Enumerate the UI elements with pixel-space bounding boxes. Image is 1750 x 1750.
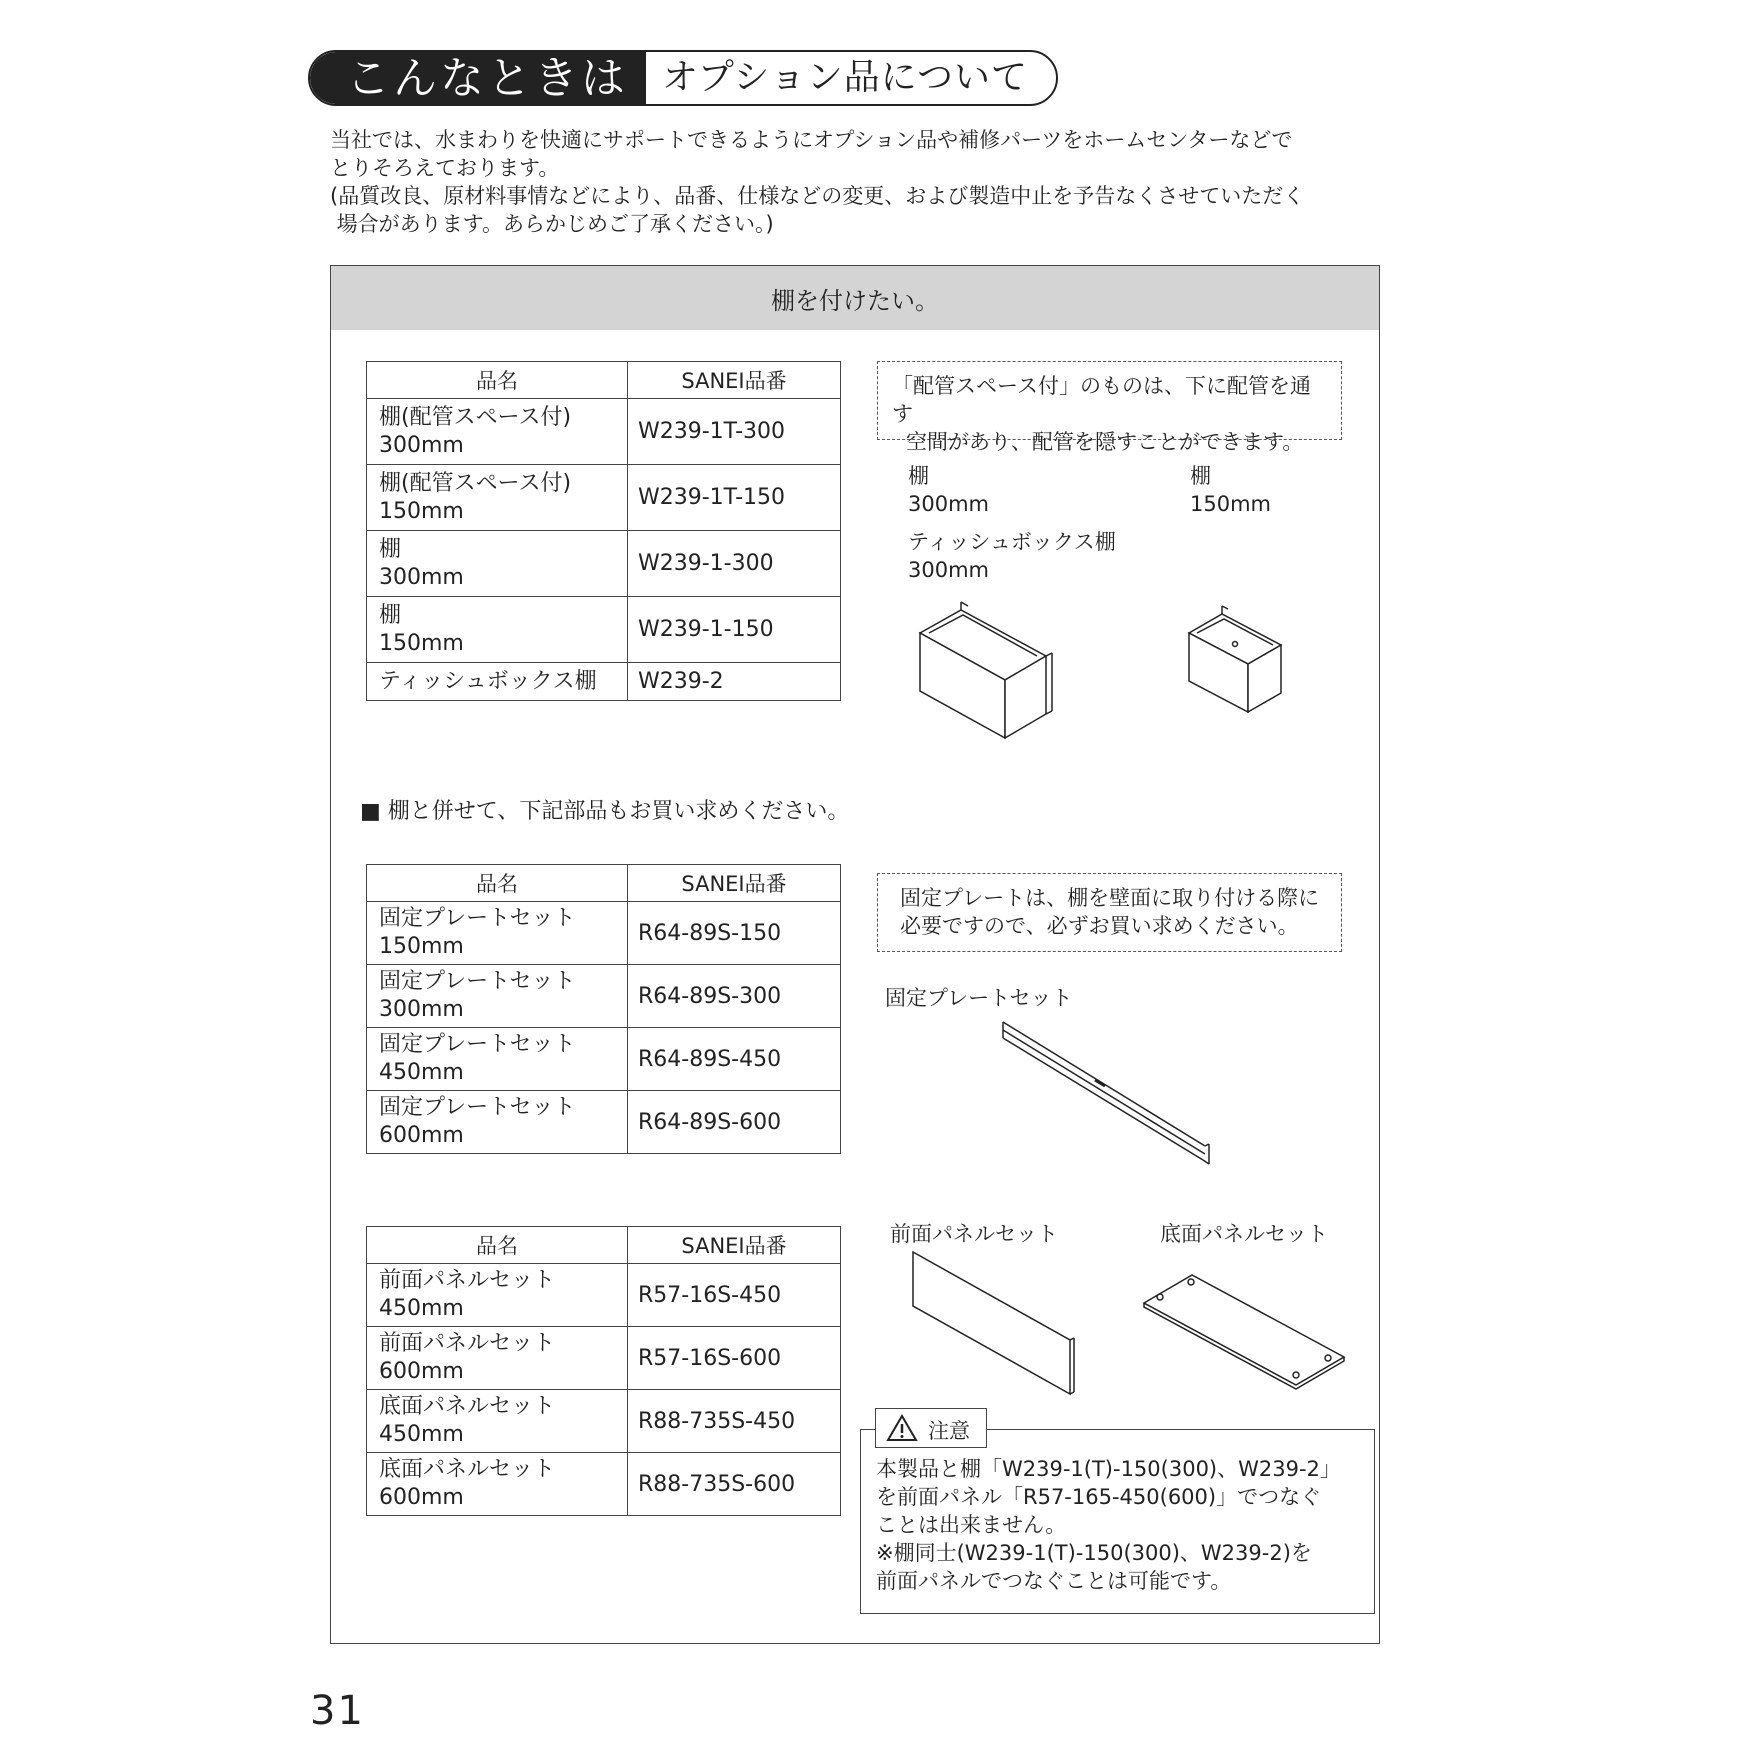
table-row <box>367 902 841 965</box>
label-line: 300mm <box>908 558 989 582</box>
plate-table <box>366 864 841 1154</box>
shelf-300-label <box>908 462 989 518</box>
page-title-banner <box>308 50 1058 106</box>
intro-line-3: (品質改良、原材料事情などにより、品番、仕様などの変更、および製造中止を予告なくさせていただく <box>330 184 1305 208</box>
section-heading: 棚を付けたい。 <box>771 287 939 315</box>
item-name-line: 棚 <box>379 602 402 628</box>
item-code: W239-2 <box>628 663 841 701</box>
item-name-line: 固定プレートセット <box>379 1032 576 1057</box>
item-name-line: 前面パネルセット <box>379 1268 556 1293</box>
item-name <box>367 1390 628 1453</box>
sub-heading-also-buy: ■ 棚と併せて、下記部品もお買い求めください。 <box>360 799 850 824</box>
tissue-shelf-label <box>908 528 1116 584</box>
item-size: 600mm <box>379 1123 464 1148</box>
table-row <box>367 531 841 597</box>
item-size: 450mm <box>379 1422 464 1447</box>
caution-text <box>876 1455 1341 1595</box>
item-size: 300mm <box>379 432 464 458</box>
item-name-line: 棚(配管スペース付) <box>379 404 572 430</box>
caution-line: ことは出来ません。 <box>876 1513 1067 1537</box>
item-name-line: 固定プレートセット <box>379 906 576 931</box>
table-row <box>367 597 841 663</box>
item-code: R88-735S-600 <box>628 1453 841 1516</box>
caution-line: 前面パネルでつなぐことは可能です。 <box>876 1569 1232 1593</box>
front-panel-label: 前面パネルセット <box>890 1222 1058 1246</box>
item-size: 600mm <box>379 1359 464 1384</box>
piping-space-note <box>877 361 1342 454</box>
panel-table <box>366 1226 841 1516</box>
note-line: 必要ですので、必ずお買い求めください。 <box>900 914 1299 938</box>
table-header-row <box>367 1227 841 1264</box>
item-size: 450mm <box>379 1296 464 1321</box>
bottom-panel-illustration <box>1140 1265 1350 1395</box>
intro-line-1: 当社では、水まわりを快適にサポートできるようにオプション品や補修パーツをホームセンターなどで <box>330 128 1293 152</box>
warning-triangle-icon <box>886 1414 918 1442</box>
shelf-150-illustration <box>1185 600 1290 716</box>
item-code: R64-89S-150 <box>628 902 841 965</box>
item-size: 150mm <box>379 934 464 959</box>
item-size: 150mm <box>379 630 464 656</box>
item-name-line: 底面パネルセット <box>379 1457 556 1482</box>
table-row <box>367 1091 841 1154</box>
item-name <box>367 902 628 965</box>
item-name <box>367 1264 628 1327</box>
table-row <box>367 663 841 701</box>
column-header-name: 品名 <box>367 1227 628 1264</box>
note-line: 固定プレートは、棚を壁面に取り付ける際に <box>900 886 1320 910</box>
item-name <box>367 597 628 663</box>
label-line: 棚 <box>908 464 929 488</box>
front-panel-illustration <box>905 1248 1080 1398</box>
item-size: 450mm <box>379 1060 464 1085</box>
item-name-line: 底面パネルセット <box>379 1394 556 1419</box>
column-header-code: SANEI品番 <box>628 1227 841 1264</box>
item-code: R64-89S-600 <box>628 1091 841 1154</box>
table-row <box>367 1028 841 1091</box>
item-name: ティッシュボックス棚 <box>367 663 628 701</box>
item-name <box>367 1028 628 1091</box>
column-header-code: SANEI品番 <box>628 362 841 399</box>
table-row <box>367 1327 841 1390</box>
item-code: W239-1T-300 <box>628 399 841 465</box>
item-code: W239-1T-150 <box>628 465 841 531</box>
page-number: 31 <box>310 1688 365 1734</box>
item-name <box>367 531 628 597</box>
item-name <box>367 965 628 1028</box>
intro-line-4: 場合があります。あらかじめご了承ください。) <box>330 212 774 236</box>
item-name <box>367 1327 628 1390</box>
caution-line: ※棚同士(W239-1(T)-150(300)、W239-2)を <box>876 1541 1312 1565</box>
caution-tab <box>875 1408 987 1448</box>
note-line: 「配管スペース付」のものは、下に配管を通す <box>892 374 1311 426</box>
item-name <box>367 1091 628 1154</box>
fixing-plate-label: 固定プレートセット <box>885 986 1073 1010</box>
bottom-panel-label: 底面パネルセット <box>1160 1222 1328 1246</box>
table-row <box>367 1453 841 1516</box>
table-row <box>367 1264 841 1327</box>
page-title-sub: オプション品について <box>662 57 1029 98</box>
item-name <box>367 1453 628 1516</box>
item-code: R57-16S-450 <box>628 1264 841 1327</box>
item-name-line: 固定プレートセット <box>379 969 576 994</box>
caution-title: 注意 <box>928 1419 970 1443</box>
item-code: R64-89S-450 <box>628 1028 841 1091</box>
item-size: 300mm <box>379 564 464 590</box>
page-title-main: こんなときは <box>346 53 628 104</box>
column-header-name: 品名 <box>367 865 628 902</box>
fixing-plate-note <box>877 873 1342 952</box>
shelf-300-illustration <box>915 600 1065 742</box>
item-size: 300mm <box>379 997 464 1022</box>
table-row <box>367 465 841 531</box>
shelf-table <box>366 361 841 701</box>
table-row <box>367 1390 841 1453</box>
note-line: 空間があり、配管を隠すことができます。 <box>906 430 1304 454</box>
label-line: ティッシュボックス棚 <box>908 530 1116 554</box>
item-name <box>367 399 628 465</box>
table-header-row <box>367 362 841 399</box>
item-code: R64-89S-300 <box>628 965 841 1028</box>
fixing-plate-illustration <box>995 1018 1220 1170</box>
item-size: 150mm <box>379 498 464 524</box>
caution-line: を前面パネル「R57-165-450(600)」でつなぐ <box>876 1485 1322 1509</box>
intro-line-2: とりそろえております。 <box>330 156 560 180</box>
shelf-150-label <box>1190 462 1271 518</box>
item-size: 600mm <box>379 1485 464 1510</box>
section-heading-bar <box>331 266 1379 330</box>
label-line: 150mm <box>1190 492 1271 516</box>
table-row <box>367 399 841 465</box>
item-name-line: 固定プレートセット <box>379 1095 576 1120</box>
item-code: R57-16S-600 <box>628 1327 841 1390</box>
label-line: 棚 <box>1190 464 1211 488</box>
column-header-code: SANEI品番 <box>628 865 841 902</box>
item-name <box>367 465 628 531</box>
item-name-line: 棚 <box>379 536 402 562</box>
label-line: 300mm <box>908 492 989 516</box>
page-title-main-block <box>310 52 646 104</box>
column-header-name: 品名 <box>367 362 628 399</box>
item-name-line: 前面パネルセット <box>379 1331 556 1356</box>
item-code: W239-1-300 <box>628 531 841 597</box>
item-name-line: 棚(配管スペース付) <box>379 470 572 496</box>
table-row <box>367 965 841 1028</box>
table-header-row <box>367 865 841 902</box>
item-code: R88-735S-450 <box>628 1390 841 1453</box>
caution-line: 本製品と棚「W239-1(T)-150(300)、W239-2」 <box>876 1457 1341 1481</box>
item-code: W239-1-150 <box>628 597 841 663</box>
